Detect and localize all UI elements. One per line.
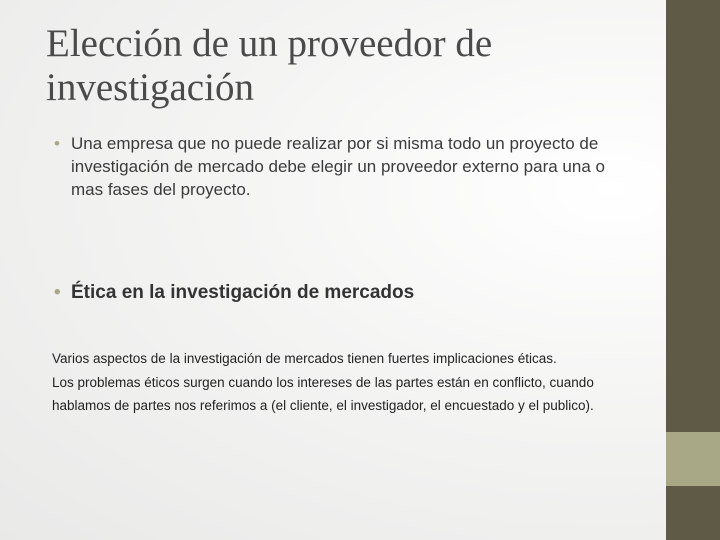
bullet-text: Ética en la investigación de mercados: [71, 282, 415, 303]
bullet-item-1: [54, 132, 614, 201]
paragraph: Los problemas éticos surgen cuando los intereses de las partes están en conflicto, cuando hablamos de partes nos referimos a (el cliente, el investigador, el encuestado y el publico).: [52, 374, 594, 413]
slide-title: Elección de un proveedor de investigación: [46, 22, 493, 109]
sidebar-decoration-top: [666, 0, 720, 432]
sidebar-decoration-accent: [666, 432, 720, 486]
paragraph: Varios aspectos de la investigación de mercados tienen fuertes implicaciones éticas.: [52, 351, 557, 366]
bullet-item-2: [54, 280, 614, 306]
bullet-icon: •: [54, 134, 60, 153]
bullet-icon: •: [54, 282, 61, 303]
sidebar-decoration-bottom: [666, 486, 720, 540]
bullet-text: Una empresa que no puede realizar por si misma todo un proyecto de investigación de mercado debe elegir un proveedor externo para una o mas fases del proyecto.: [71, 134, 605, 199]
body-text: [52, 347, 627, 418]
